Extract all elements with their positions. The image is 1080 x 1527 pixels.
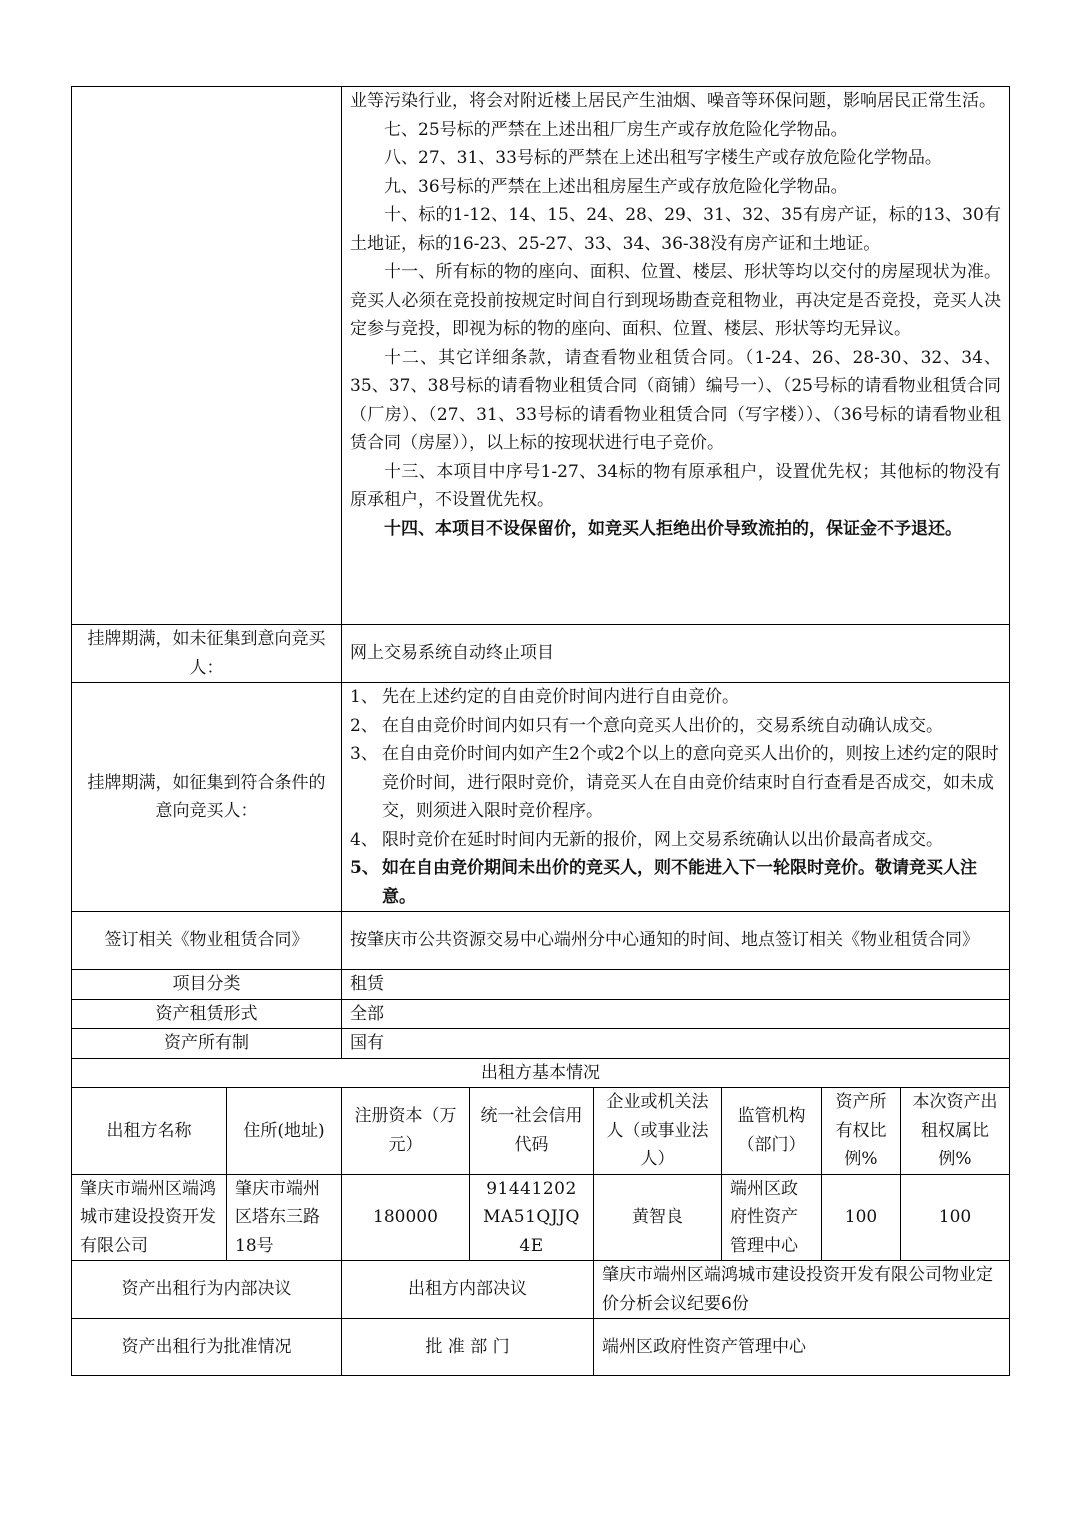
data-cell: 100 — [822, 1174, 901, 1261]
note-paragraph: 十、标的1-12、14、15、24、28、29、31、32、35有房产证，标的13、30有土地证，标的16-23、25-27、33、34、36-38没有房产证和土地证。 — [350, 205, 1001, 254]
procedure-item — [350, 683, 1001, 712]
approval-sub-label: 批 准 部 门 — [342, 1319, 594, 1376]
listing-table — [71, 86, 1010, 1376]
note-paragraph: 十一、所有标的物的座向、面积、位置、楼层、形状等均以交付的房屋现状为准。竞买人必须在竞投前按规定时间自行到现场勘查竞租物业，再决定是否竞投，竞买人决定参与竞投，即视为标的物的座向、面积、位置、楼层、形状等均无异议。 — [350, 262, 1001, 339]
internal-label: 资产出租行为内部决议 — [72, 1261, 342, 1319]
procedure-item — [350, 712, 1001, 741]
header-cell: 注册资本（万元） — [342, 1088, 470, 1175]
with-buyer-label: 挂牌期满，如征集到符合条件的意向竞买人： — [72, 683, 342, 912]
data-cell: 100 — [901, 1174, 1010, 1261]
header-cell: 出租方名称 — [72, 1088, 227, 1175]
data-cell: 91441202MA51QJJQ4E — [470, 1174, 594, 1261]
approval-row — [72, 1319, 1010, 1376]
data-cell: 肇庆市端州区塔东三路18号 — [227, 1174, 342, 1261]
internal-row — [72, 1261, 1010, 1319]
lease-form-row — [72, 999, 1010, 1029]
ownership-row — [72, 1029, 1010, 1059]
note-paragraph: 七、25号标的严禁在上述出租厂房生产或存放危险化学物品。 — [384, 119, 848, 140]
with-buyer-cell — [342, 683, 1010, 912]
procedure-item-bold — [350, 854, 1001, 911]
data-cell: 肇庆市端州区端鸿城市建设投资开发有限公司 — [72, 1174, 227, 1261]
procedure-text: 在自由竞价时间内如产生2个或2个以上的意向竞买人出价的，则按上述约定的限时竞价时间，进行限时竞价，请竞买人在自由竞价结束时自行查看是否成交，如未成交，则须进入限时竞价程序。 — [382, 744, 999, 821]
note-paragraph: 八、27、31、33号标的严禁在上述出租写字楼生产或存放危险化学物品。 — [384, 148, 942, 168]
ownership-label: 资产所有制 — [72, 1029, 342, 1059]
notes-label-cell — [72, 87, 342, 625]
category-value: 租赁 — [342, 970, 1010, 1000]
lease-form-label: 资产租赁形式 — [72, 999, 342, 1029]
approval-value: 端州区政府性资产管理中心 — [594, 1319, 1010, 1376]
contract-row — [72, 912, 1010, 970]
data-cell: 端州区政府性资产管理中心 — [722, 1174, 822, 1261]
category-label: 项目分类 — [72, 970, 342, 1000]
header-cell: 资产所有权比例% — [822, 1088, 901, 1175]
note-paragraph: 十三、本项目中序号1-27、34标的物有原承租户，设置优先权；其他标的物没有原承租户，不设置优先权。 — [350, 461, 1001, 510]
no-buyer-value: 网上交易系统自动终止项目 — [342, 625, 1010, 683]
no-buyer-row — [72, 625, 1010, 683]
contract-value: 按肇庆市公共资源交易中心端州分中心通知的时间、地点签订相关《物业租赁合同》 — [342, 912, 1010, 970]
header-cell: 监管机构（部门） — [722, 1088, 822, 1175]
note-paragraph-bold: 十四、本项目不设保留价，如竞买人拒绝出价导致流拍的，保证金不予退还。 — [384, 518, 962, 539]
data-cell: 黄智良 — [594, 1174, 722, 1261]
lessor-section-title: 出租方基本情况 — [72, 1058, 1010, 1088]
data-cell: 180000 — [342, 1174, 470, 1261]
internal-value: 肇庆市端州区端鸿城市建设投资开发有限公司物业定价分析会议纪要6份 — [594, 1261, 1010, 1319]
procedure-list — [350, 683, 1001, 911]
procedure-item — [350, 740, 1001, 826]
approval-label: 资产出租行为批准情况 — [72, 1319, 342, 1376]
lessor-section-row — [72, 1058, 1010, 1088]
note-paragraph: 业等污染行业，将会对附近楼上居民产生油烟、噪音等环保问题，影响居民正常生活。 — [350, 91, 996, 111]
procedure-number: 5、 — [350, 858, 379, 878]
contract-label: 签订相关《物业租赁合同》 — [72, 912, 342, 970]
lessor-data-row — [72, 1174, 1010, 1261]
procedure-item — [350, 826, 1001, 855]
procedure-number: 2、 — [350, 715, 378, 736]
procedure-text: 限时竞价在延时时间内无新的报价，网上交易系统确认以出价最高者成交。 — [382, 829, 943, 850]
procedure-number: 1、 — [350, 687, 378, 707]
notes-row — [72, 87, 1010, 625]
category-row — [72, 970, 1010, 1000]
procedure-number: 3、 — [350, 744, 378, 764]
ownership-value: 国有 — [342, 1029, 1010, 1059]
note-paragraph: 九、36号标的严禁在上述出租房屋生产或存放危险化学物品。 — [384, 176, 848, 197]
lessor-header-row — [72, 1088, 1010, 1175]
with-buyer-row — [72, 683, 1010, 912]
procedure-text: 在自由竞价时间内如只有一个意向竞买人出价的，交易系统自动确认成交。 — [382, 715, 943, 736]
header-cell: 统一社会信用代码 — [470, 1088, 594, 1175]
note-paragraph: 十二、其它详细条款，请查看物业租赁合同。（1-24、26、28-30、32、34、35、37、38号标的请看物业租赁合同（商铺）编号一）、（25号标的请看物业租赁合同（厂房）、（27、31、33号标的请看物业租赁合同（写字楼））、（36号标的请看物业租赁合同（房屋）），以上标的按现状进行电子竞价。 — [350, 347, 1001, 453]
notes-cell — [342, 87, 1010, 625]
header-cell: 本次资产出租权属比例% — [901, 1088, 1010, 1175]
procedure-text: 如在自由竞价期间未出价的竞买人，则不能进入下一轮限时竞价。敬请竞买人注意。 — [382, 858, 977, 907]
header-cell: 企业或机关法人（或事业法人） — [594, 1088, 722, 1175]
internal-sub-label: 出租方内部决议 — [342, 1261, 594, 1319]
procedure-number: 4、 — [350, 829, 378, 850]
procedure-text: 先在上述约定的自由竞价时间内进行自由竞价。 — [382, 687, 739, 707]
no-buyer-label: 挂牌期满，如未征集到意向竞买人： — [72, 625, 342, 683]
lease-form-value: 全部 — [342, 999, 1010, 1029]
header-cell: 住所(地址) — [227, 1088, 342, 1175]
